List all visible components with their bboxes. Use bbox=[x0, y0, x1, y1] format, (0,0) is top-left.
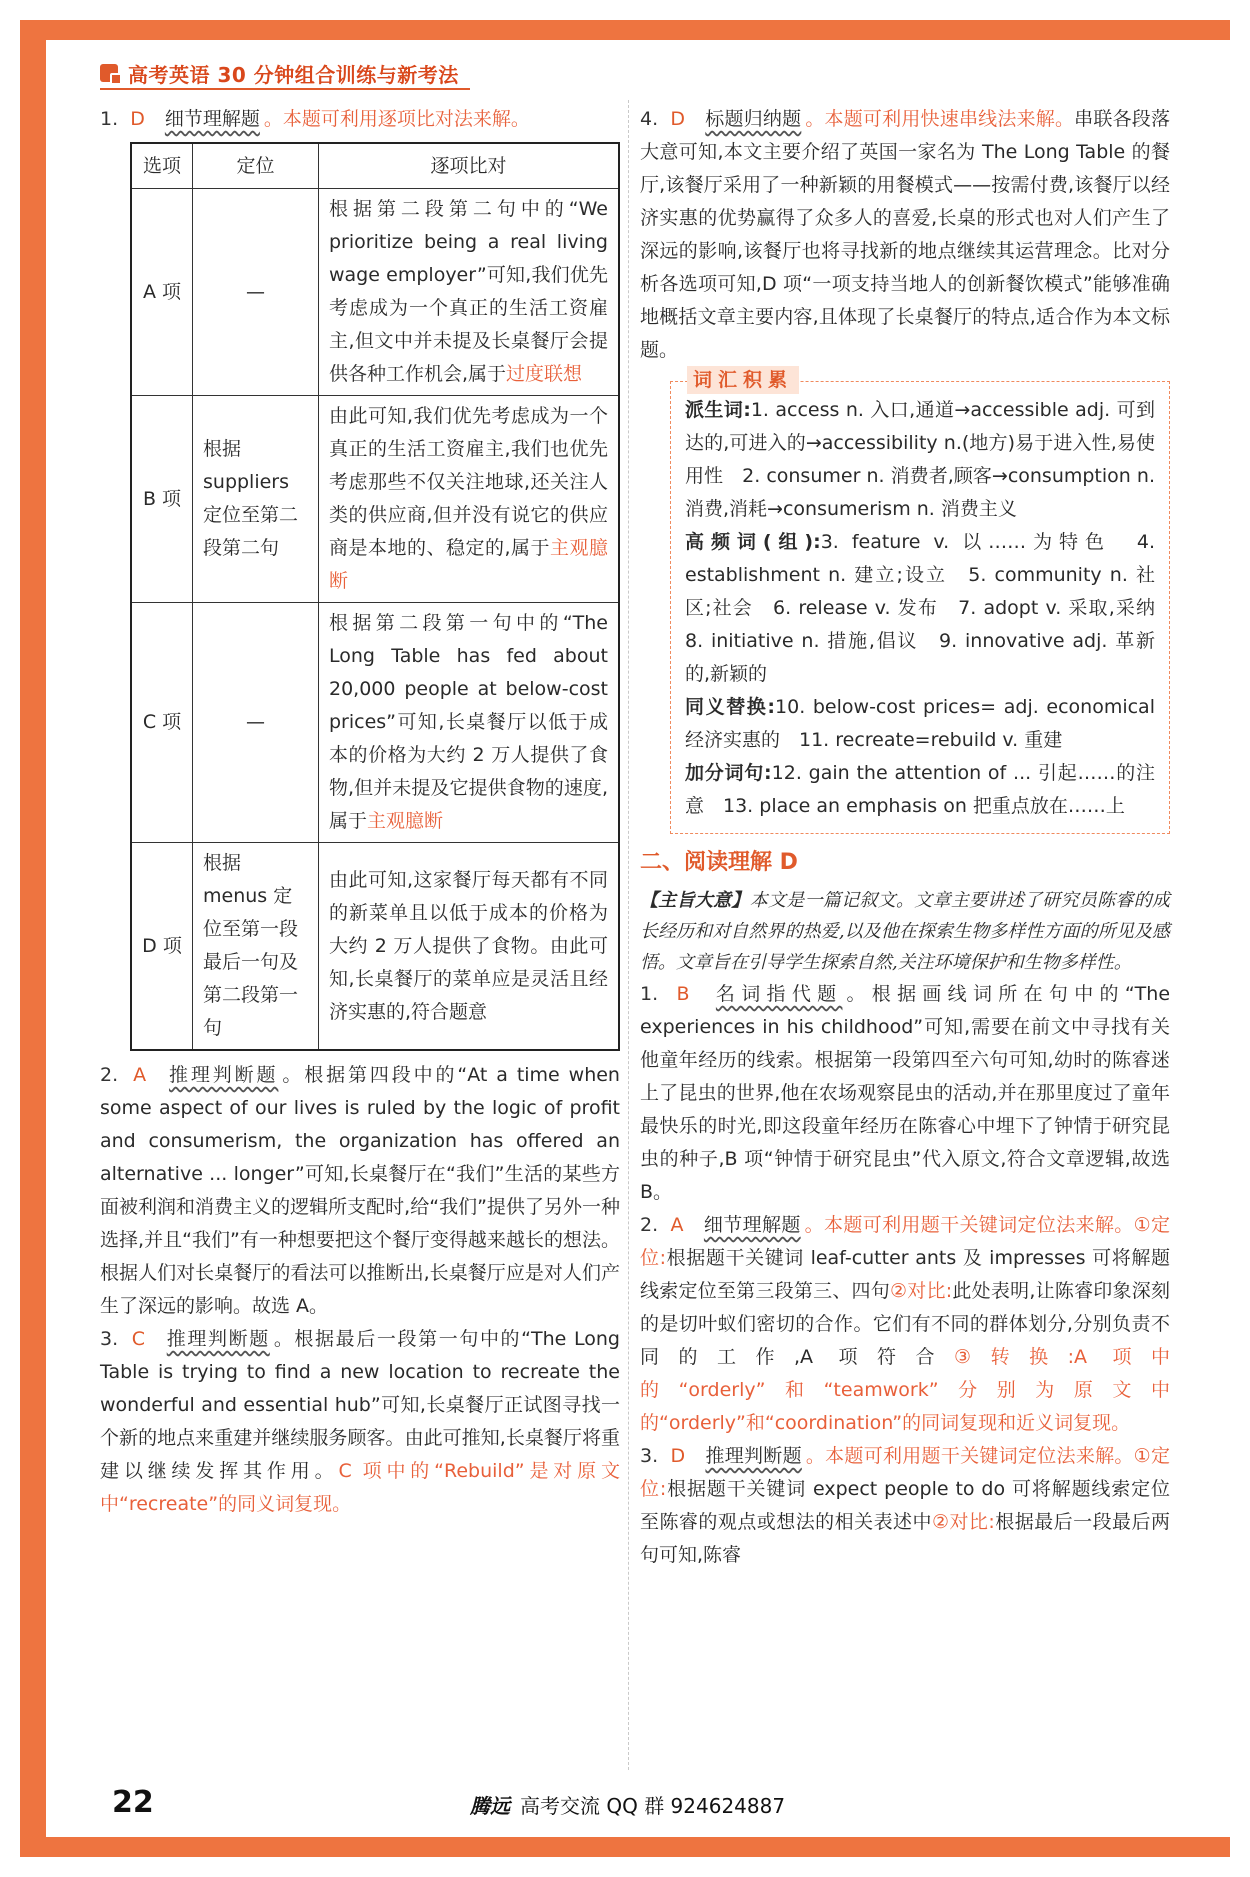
question-type: 推理判断题 bbox=[168, 1064, 279, 1086]
explanation-text: 。根据最后一段第一句中的“The Long Table is trying to find a new location to recreate the wonderful and essential hub”可知,长桌餐厅正试图寻找一个新的地点来重建并继续服务顾客。由此可推知,长桌餐厅将重建以继续发挥其作用。 bbox=[100, 1328, 620, 1482]
table-header: 选项 bbox=[131, 143, 193, 189]
reading-question-2 bbox=[640, 1209, 1170, 1440]
question-3 bbox=[100, 1323, 620, 1521]
location-cell: — bbox=[193, 189, 319, 396]
left-column bbox=[100, 103, 620, 1521]
vocab-label: 高频词(组): bbox=[685, 531, 821, 553]
answer-letter: D bbox=[130, 108, 145, 130]
table-row bbox=[131, 603, 619, 843]
solving-hint: ③转换:A 项中的“orderly”和“teamwork”分别为原文中的“orderly”和“coordination”的同词复现和近义词复现。 bbox=[640, 1346, 1170, 1434]
comparison-text: 由此可知,这家餐厅每天都有不同的新菜单且以低于成本的价格为大约 2 万人提供了食物。由此可知,长桌餐厅的菜单应是灵活且经济实惠的,符合题意 bbox=[329, 868, 608, 1023]
page-number: 22 bbox=[112, 1785, 154, 1820]
reading-question-1 bbox=[640, 978, 1170, 1209]
page-frame-bottom bbox=[20, 1837, 1230, 1857]
section-title: 二、阅读理解 D bbox=[640, 850, 798, 875]
vocabulary-title: 词汇积累 bbox=[687, 366, 799, 394]
question-number: 2. bbox=[100, 1064, 119, 1086]
comparison-text: 根据第二段第一句中的“The Long Table has fed about 20,000 people at below-cost prices”可知,长桌餐厅以低于成本的价格为大约 2 万人提供了食物,但并未提及它提供食物的速度,属于 bbox=[329, 612, 608, 832]
reading-question-3 bbox=[640, 1440, 1170, 1572]
solving-hint: 。本题可利用快速串线法来解。 bbox=[805, 108, 1075, 130]
comparison-text: 根据第二段第二句中的“We prioritize being a real living wage employer”可知,我们优先考虑成为一个真正的生活工资雇主,但文中并未提及长桌餐厅会提供各种工作机会,属于 bbox=[329, 198, 608, 385]
question-type: 推理判断题 bbox=[705, 1445, 802, 1467]
table-row bbox=[131, 843, 619, 1051]
main-idea bbox=[640, 885, 1170, 978]
question-type: 名词指代题 bbox=[715, 983, 843, 1005]
table-row bbox=[131, 189, 619, 396]
question-number: 1. bbox=[640, 983, 659, 1005]
explanation-text: 此处表明,让陈睿印象深刻的是切叶蚁们密切的合作。它们有不同的群体划分,分别负责不同的工作,A 项符合 bbox=[640, 1280, 1170, 1368]
vocab-synonym bbox=[685, 691, 1155, 757]
location-cell: 根据 suppliers 定位至第二段第二句 bbox=[193, 396, 319, 603]
table-header-row bbox=[131, 143, 619, 189]
right-column bbox=[640, 103, 1175, 1572]
table-header: 逐项比对 bbox=[319, 143, 620, 189]
header-title: 高考英语 30 分钟组合训练与新考法 bbox=[128, 62, 459, 87]
solving-hint: 。本题可利用题干关键词定位法来解。①定位: bbox=[640, 1214, 1170, 1269]
location-cell: — bbox=[193, 603, 319, 843]
footer-text: 高考交流 QQ 群 924624887 bbox=[520, 1794, 786, 1818]
vocab-bonus bbox=[685, 757, 1155, 823]
vocab-label: 派生词: bbox=[685, 399, 751, 421]
error-tag: 主观臆断 bbox=[329, 537, 608, 592]
explanation-text: 。根据第四段中的“At a time when some aspect of our lives is ruled by the logic of profit and consumerism, the organization has offered an alternative ... longer”可知,长桌餐厅在“我们”生活的某些方面被利润和消费主义的逻辑所支配时,给“我们”提供了另外一种选择,并且“我们”有一种想要把这个餐厅变得越来越长的想法。根据人们对长桌餐厅的看法可以推断出,长桌餐厅应是对人们产生了深远的影响。故选 A。 bbox=[100, 1064, 620, 1317]
vocabulary-box bbox=[670, 369, 1175, 834]
question-type: 细节理解题 bbox=[703, 1214, 801, 1236]
comparison-cell bbox=[319, 189, 620, 396]
page-frame-left bbox=[20, 20, 46, 1857]
solving-hint: 。本题可利用题干关键词定位法来解。①定位: bbox=[640, 1445, 1170, 1500]
question-2 bbox=[100, 1059, 620, 1323]
error-tag: 主观臆断 bbox=[367, 810, 444, 832]
question-number: 1. bbox=[100, 108, 119, 130]
answer-letter: B bbox=[676, 983, 690, 1005]
vocab-text: 1. access n. 入口,通道→accessible adj. 可到达的,可进入的→accessibility n.(地方)易于进入性,易使用性 2. consumer n. 消费者,顾客→consumption n. 消费,消耗→consumerism n. 消费主义 bbox=[685, 399, 1155, 520]
page-header bbox=[100, 60, 459, 86]
question-type: 标题归纳题 bbox=[705, 108, 802, 130]
vocab-derived bbox=[685, 394, 1155, 526]
answer-letter: A bbox=[133, 1064, 147, 1086]
question-number: 3. bbox=[100, 1328, 119, 1350]
main-idea-text: 本文是一篇记叙文。文章主要讲述了研究员陈睿的成长经历和对自然界的热爱,以及他在探索生物多样性方面的所见及感悟。文章旨在引导学生探索自然,关注环境保护和生物多样性。 bbox=[640, 890, 1171, 973]
answer-letter: A bbox=[670, 1214, 684, 1236]
question-number: 3. bbox=[640, 1445, 659, 1467]
option-cell: A 项 bbox=[131, 189, 193, 396]
question-number: 4. bbox=[640, 108, 659, 130]
question-type: 推理判断题 bbox=[166, 1328, 270, 1350]
vocab-label: 同义替换: bbox=[685, 696, 776, 718]
solving-hint: ②对比: bbox=[931, 1511, 995, 1533]
main-idea-label: 【主旨大意】 bbox=[640, 890, 750, 911]
location-cell: 根据 menus 定位至第一段最后一句及第二段第一句 bbox=[193, 843, 319, 1051]
table-row bbox=[131, 396, 619, 603]
footer-info bbox=[470, 1790, 785, 1819]
comparison-cell bbox=[319, 603, 620, 843]
vocab-frequent bbox=[685, 526, 1175, 691]
column-divider bbox=[628, 100, 629, 1770]
comparison-cell bbox=[319, 843, 620, 1051]
vocab-text: 3. feature v. 以……为特色 4. establishment n. 建立;设立 5. community n. 社区;社会 6. release v. 发布 7. adopt v. 采取,采纳 8. initiative n. 措施,倡议 9. innovative adj. 革新的,新颖的 bbox=[685, 531, 1175, 685]
error-tag: 过度联想 bbox=[506, 363, 583, 385]
solving-hint: 。本题可利用逐项比对法来解。 bbox=[263, 108, 530, 130]
question-number: 2. bbox=[640, 1214, 659, 1236]
explanation-text: 根据题干关键词 expect people to do 可将解题线索定位至陈睿的观点或想法的相关表述中 bbox=[640, 1478, 1171, 1533]
comparison-text: 由此可知,我们优先考虑成为一个真正的生活工资雇主,我们也优先考虑那些不仅关注地球,还关注人类的供应商,但并没有说它的供应商是本地的、稳定的,属于 bbox=[329, 405, 608, 559]
answer-letter: D bbox=[670, 108, 686, 130]
solving-hint: ②对比: bbox=[890, 1280, 953, 1302]
vocab-text: 10. below-cost prices= adj. economical 经济实惠的 11. recreate=rebuild v. 重建 bbox=[685, 696, 1155, 751]
table-header: 定位 bbox=[193, 143, 319, 189]
solving-hint: C 项中的“Rebuild”是对原文中“recreate”的同义词复现。 bbox=[100, 1460, 620, 1515]
page-frame-top bbox=[20, 20, 1230, 40]
header-underline bbox=[100, 88, 470, 90]
answer-letter: C bbox=[131, 1328, 146, 1350]
option-cell: B 项 bbox=[131, 396, 193, 603]
explanation-text: 。根据画线词所在句中的“The experiences in his childhood”可知,需要在前文中寻找有关他童年经历的线索。根据第一段第四至六句可知,幼时的陈睿迷上了昆虫的世界,他在农场观察昆虫的活动,并在那里度过了童年最快乐的时光,即这段童年经历在陈睿心中埋下了钟情于研究昆虫的种子,B 项“钟情于研究昆虫”代入原文,符合文章逻辑,故选 B。 bbox=[640, 983, 1171, 1203]
answer-letter: D bbox=[670, 1445, 686, 1467]
explanation-text: 根据最后一段最后两句可知,陈睿 bbox=[640, 1511, 1170, 1566]
question-1 bbox=[100, 103, 620, 136]
vocab-label: 加分词句: bbox=[685, 762, 772, 784]
brand-logo: 腾远 bbox=[470, 1794, 510, 1818]
comparison-cell bbox=[319, 396, 620, 603]
comparison-table bbox=[130, 142, 620, 1051]
book-icon bbox=[100, 64, 118, 82]
question-type: 细节理解题 bbox=[164, 108, 260, 130]
explanation-text: 根据题干关键词 leaf-cutter ants 及 impresses 可将解题线索定位至第三段第三、四句 bbox=[640, 1247, 1170, 1302]
option-cell: C 项 bbox=[131, 603, 193, 843]
question-4 bbox=[640, 103, 1170, 367]
option-cell: D 项 bbox=[131, 843, 193, 1051]
vocab-text: 12. gain the attention of ... 引起……的注意 13. place an emphasis on 把重点放在……上 bbox=[685, 762, 1155, 817]
explanation-text: 串联各段落大意可知,本文主要介绍了英国一家名为 The Long Table 的餐厅,该餐厅采用了一种新颖的用餐模式——按需付费,该餐厅以经济实惠的优势赢得了众多人的喜爱,长桌的形式也对人们产生了深远的影响,该餐厅也将寻找新的地点继续其运营理念。比对分析各选项可知,D 项“一项支持当地人的创新餐饮模式”能够准确地概括文章主要内容,且体现了长桌餐厅的特点,适合作为本文标题。 bbox=[640, 108, 1170, 361]
